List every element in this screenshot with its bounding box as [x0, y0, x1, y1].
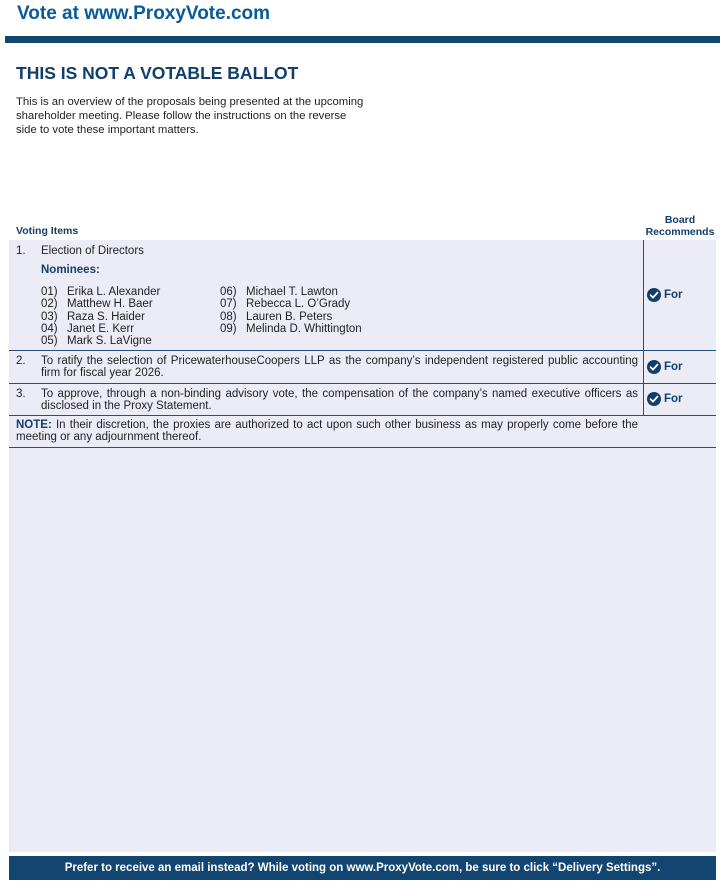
intro-text: This is an overview of the proposals being presented at the upcoming shareholder meeting. Please follow the instructions on the reverse side to vote these important matters.: [16, 96, 364, 136]
recommendation-label: For: [664, 361, 683, 373]
header-divider: [5, 36, 720, 43]
nominee-name: Raza S. Haider: [67, 310, 145, 323]
item-number: 3.: [16, 388, 26, 400]
nominee-name: Melinda D. Whittington: [246, 322, 362, 335]
nominee: [41, 335, 160, 347]
nominee-name: Mark S. LaVigne: [67, 335, 152, 348]
footer-banner: Prefer to receive an email instead? While voting on www.ProxyVote.com, be sure to click “Delivery Settings”.: [9, 856, 716, 880]
nominee: [41, 323, 160, 335]
nominee-number: 01): [41, 286, 58, 298]
nominee-number: 05): [41, 335, 58, 348]
nominee-name: Lauren B. Peters: [246, 310, 333, 323]
nominee-number: 09): [220, 322, 237, 335]
item-text: To ratify the selection of PricewaterhouseCoopers LLP as the company’s independent registered public accounting firm for fiscal year 2026.: [41, 355, 638, 379]
voting-item-3: [9, 384, 716, 416]
item-number: 1.: [16, 245, 26, 257]
note-row: [9, 416, 716, 448]
recommendation-label: For: [664, 393, 683, 405]
nominees-right-column: [220, 286, 362, 335]
check-circle-icon: [647, 360, 661, 374]
nominee-number: 03): [41, 310, 58, 323]
column-divider: [643, 351, 644, 383]
column-divider: [643, 384, 644, 415]
nominee: [220, 323, 362, 335]
nominee: [220, 298, 362, 310]
nominee-name: Matthew H. Baer: [67, 298, 153, 311]
nominee: [220, 286, 362, 298]
column-divider: [643, 240, 644, 350]
recommendation-label: For: [664, 289, 683, 301]
note-body: In their discretion, the proxies are authorized to act upon such other business as may properly come before the meeting or any adjournment thereof.: [16, 419, 638, 443]
note-text: [16, 419, 638, 443]
nominees-left-column: [41, 286, 160, 347]
item-number: 2.: [16, 355, 26, 367]
nominee: [220, 311, 362, 323]
recommendation: [647, 392, 683, 406]
item-text: To approve, through a non-binding advisory vote, the compensation of the company’s named executive officers as disclosed in the Proxy Statement.: [41, 388, 638, 412]
item-text: Election of Directors: [41, 245, 144, 257]
board-header-line1: Board: [664, 214, 696, 226]
board-header-line2: Recommends: [645, 226, 715, 238]
nominee-name: Rebecca L. O’Grady: [246, 298, 351, 311]
nominee: [41, 311, 160, 323]
nominee-name: Erika L. Alexander: [67, 286, 161, 298]
nominee-number: 04): [41, 322, 58, 335]
nominee-number: 02): [41, 298, 58, 311]
recommendation: [647, 360, 683, 374]
ballot-title: THIS IS NOT A VOTABLE BALLOT: [16, 63, 299, 83]
check-circle-icon: [647, 392, 661, 406]
nominee-number: 08): [220, 310, 237, 323]
note-label: NOTE:: [16, 419, 52, 431]
header-title: Vote at www.ProxyVote.com: [17, 3, 271, 24]
voting-item-1: [9, 240, 716, 351]
nominees-label: Nominees:: [41, 264, 100, 276]
nominee: [41, 286, 160, 298]
nominee-number: 06): [220, 286, 237, 298]
nominee-name: Janet E. Kerr: [67, 322, 135, 335]
recommendation: [647, 288, 683, 302]
voting-items-header: Voting Items: [16, 225, 79, 237]
check-circle-icon: [647, 288, 661, 302]
board-recommends-header: [642, 214, 718, 238]
nominee: [41, 298, 160, 310]
nominee-number: 07): [220, 298, 237, 311]
voting-item-2: [9, 351, 716, 384]
nominee-name: Michael T. Lawton: [246, 286, 338, 298]
